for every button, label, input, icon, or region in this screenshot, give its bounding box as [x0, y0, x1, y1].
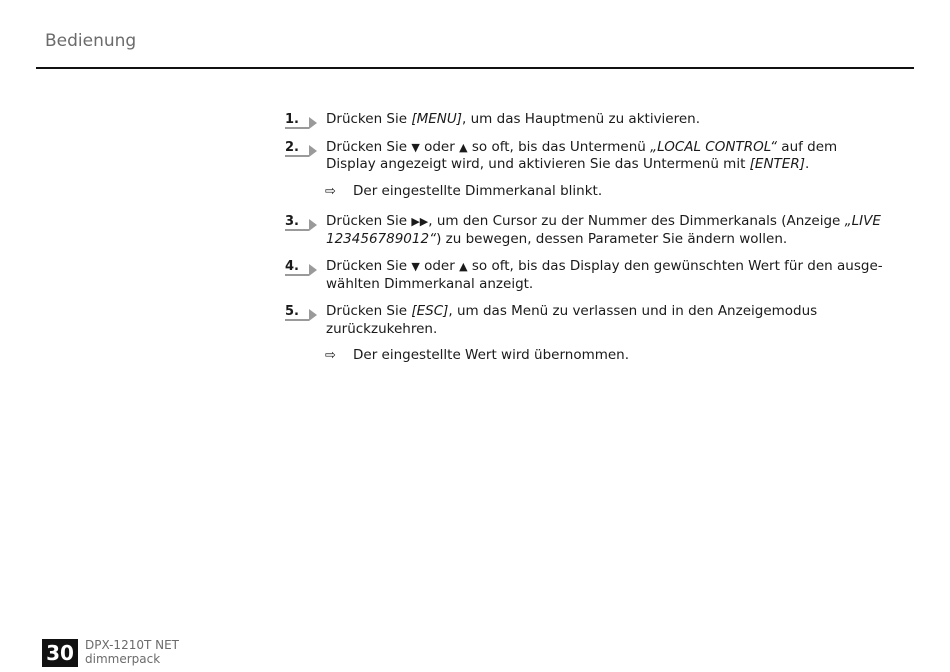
up-arrow-icon: ▲	[459, 140, 468, 154]
step-text: Drücken Sie ▼ oder ▲ so oft, bis das Display den gewünschten Wert für den ausgewählten Dimmerkanal anzeigt.	[326, 258, 883, 292]
product-name	[85, 638, 179, 666]
step-bar-icon	[285, 319, 309, 321]
step-5	[285, 303, 885, 338]
step-number: 3.	[285, 214, 299, 229]
step-4	[285, 258, 885, 293]
step-arrow-icon	[309, 309, 317, 321]
step-bar-icon	[285, 229, 309, 231]
step-bar-icon	[285, 127, 309, 129]
step-1	[285, 111, 885, 129]
step-text: Drücken Sie [ESC], um das Menü zu verlassen und in den Anzeigemodus zurückzukehren.	[326, 303, 818, 337]
instruction-steps	[285, 111, 885, 378]
step-arrow-icon	[309, 145, 317, 157]
step-2-result	[285, 183, 885, 201]
step-5-result	[285, 347, 885, 365]
fast-forward-icon: ▶▶	[411, 215, 429, 228]
product-model: DPX-1210T NET	[85, 638, 180, 652]
step-number: 1.	[285, 112, 299, 127]
step-arrow-icon	[309, 219, 317, 231]
page-number: 30	[42, 639, 78, 667]
section-title: Bedienung	[45, 31, 137, 51]
step-bar-icon	[285, 155, 309, 157]
step-number: 4.	[285, 259, 299, 274]
result-arrow-icon: ⇨	[325, 183, 336, 199]
step-text: Drücken Sie ▼ oder ▲ so oft, bis das Untermenü „LOCAL CONTROL“ auf dem Display angezeigt wird, und aktivieren Sie das Untermenü mit [ENTER].	[326, 138, 838, 172]
down-arrow-icon: ▼	[411, 260, 420, 273]
step-3	[285, 213, 885, 248]
product-type: dimmerpack	[85, 652, 161, 666]
header-divider	[36, 67, 914, 69]
step-text: Drücken Sie [MENU], um das Hauptmenü zu aktivieren.	[326, 111, 701, 127]
step-number: 5.	[285, 304, 299, 319]
result-arrow-icon: ⇨	[325, 348, 336, 363]
step-arrow-icon	[309, 264, 317, 276]
step-text: Drücken Sie ▶▶, um den Cursor zu der Nummer des Dimmerkanals (Anzeige „LIVE 123456789012“) zu bewegen, dessen Parameter Sie ändern wollen.	[326, 213, 881, 247]
result-text: Der eingestellte Dimmerkanal blinkt.	[353, 182, 603, 199]
step-number: 2.	[285, 139, 299, 155]
up-arrow-icon: ▲	[459, 260, 468, 273]
step-arrow-icon	[309, 117, 317, 129]
step-bar-icon	[285, 274, 309, 276]
step-2	[285, 139, 885, 174]
down-arrow-icon: ▼	[411, 140, 420, 154]
result-text: Der eingestellte Wert wird übernommen.	[353, 347, 630, 363]
